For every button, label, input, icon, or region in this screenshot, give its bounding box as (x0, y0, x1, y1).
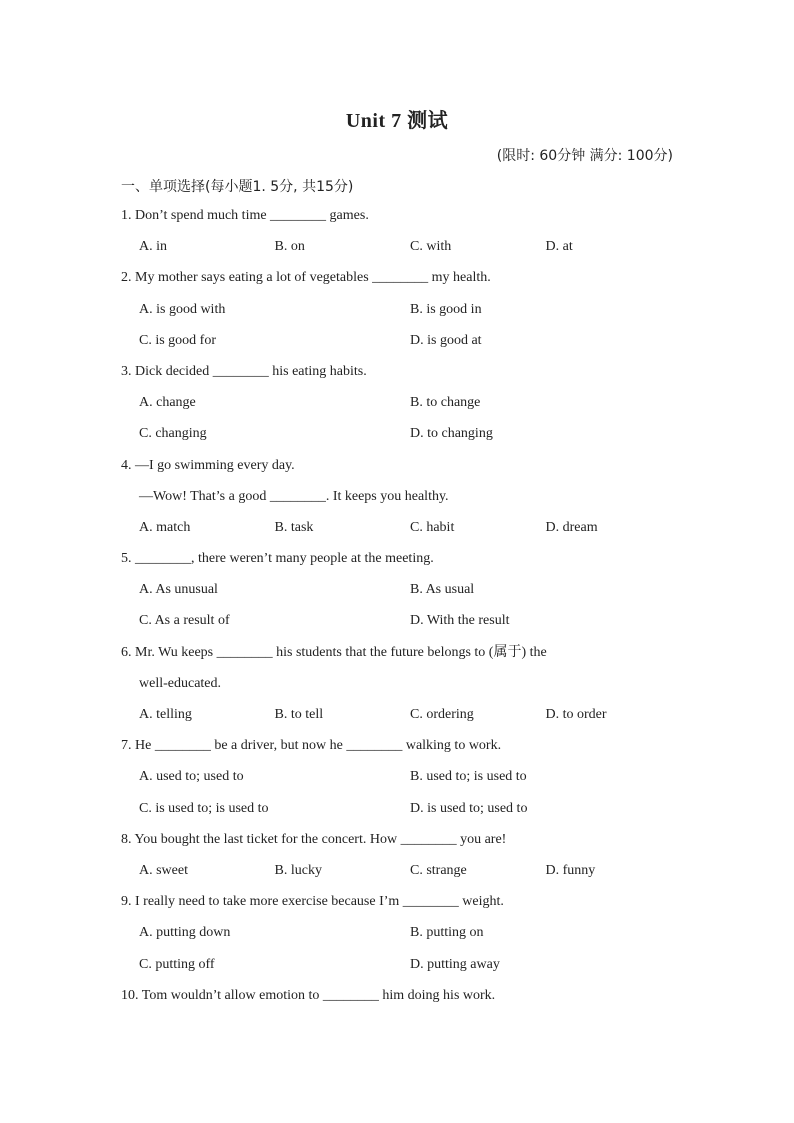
option-a[interactable]: A. is good with (139, 301, 226, 317)
option-a[interactable]: A. match (139, 519, 191, 535)
option-row (121, 329, 681, 360)
question-stem: 10. Tom wouldn’t allow emotion to ________ him doing his work. (121, 987, 496, 1003)
option-row (121, 765, 681, 796)
option-row (121, 516, 681, 547)
exam-meta: (限时: 60分钟 满分: 100分) (496, 148, 673, 164)
option-c[interactable]: C. ordering (410, 707, 474, 722)
option-a[interactable]: A. change (139, 395, 196, 411)
option-row (121, 391, 681, 422)
option-a[interactable]: A. in (139, 239, 167, 255)
option-b[interactable]: B. lucky (274, 862, 322, 878)
option-a[interactable]: A. sweet (139, 862, 188, 878)
question-stem: 3. Dick decided ________ his eating habits. (121, 363, 367, 379)
option-b[interactable]: B. on (274, 239, 305, 255)
option-row (121, 703, 681, 734)
option-d[interactable]: D. to order (545, 707, 607, 722)
option-c[interactable]: C. strange (410, 862, 467, 878)
option-row (121, 578, 681, 609)
option-c[interactable]: C. is used to; is used to (139, 800, 269, 816)
question-stem: 7. He ________ be a driver, but now he ________ walking to work. (121, 738, 502, 754)
option-d[interactable]: D. to changing (410, 426, 493, 442)
question-stem: 4. —I go swimming every day. (121, 457, 295, 473)
option-a[interactable]: A. putting down (139, 925, 231, 941)
question-stem: 6. Mr. Wu keeps ________ his students that the future belongs to (属于) the (121, 644, 547, 660)
option-a[interactable]: A. As unusual (139, 582, 218, 598)
option-b[interactable]: B. to tell (274, 707, 324, 722)
option-b[interactable]: B. to change (410, 395, 481, 411)
option-d[interactable]: D. funny (545, 862, 596, 878)
option-row (121, 235, 681, 266)
question-stem: 9. I really need to take more exercise because I’m ________ weight. (121, 894, 504, 910)
option-row (121, 859, 681, 890)
option-row (121, 298, 681, 329)
option-d[interactable]: D. dream (545, 519, 598, 535)
option-d[interactable]: D. is used to; used to (410, 800, 528, 816)
option-c[interactable]: C. is good for (139, 332, 216, 348)
option-c[interactable]: C. with (410, 239, 452, 255)
option-a[interactable]: A. telling (139, 707, 192, 722)
option-d[interactable]: D. putting away (410, 956, 500, 972)
option-b[interactable]: B. putting on (410, 925, 484, 941)
option-c[interactable]: C. changing (139, 426, 207, 442)
option-c[interactable]: C. As a result of (139, 613, 230, 629)
question-stem-continued: —Wow! That’s a good ________. It keeps you healthy. (139, 488, 449, 504)
section-heading: 一、单项选择(每小题1. 5分, 共15分) (121, 179, 354, 195)
option-d[interactable]: D. at (545, 239, 573, 255)
option-c[interactable]: C. habit (410, 519, 455, 535)
option-b[interactable]: B. As usual (410, 582, 475, 598)
option-row (121, 953, 681, 984)
option-row (121, 609, 681, 640)
page-title: Unit 7 测试 (345, 110, 449, 132)
option-row (121, 797, 681, 828)
option-d[interactable]: D. is good at (410, 332, 482, 348)
option-d[interactable]: D. With the result (410, 613, 510, 629)
question-stem: 1. Don’t spend much time ________ games. (121, 208, 369, 223)
option-b[interactable]: B. is good in (410, 301, 482, 317)
question-stem: 8. You bought the last ticket for the concert. How ________ you are! (121, 831, 507, 847)
option-a[interactable]: A. used to; used to (139, 769, 244, 785)
option-c[interactable]: C. putting off (139, 956, 215, 972)
option-row (121, 921, 681, 952)
question-stem: 5. ________, there weren’t many people at the meeting. (121, 551, 434, 567)
option-b[interactable]: B. task (274, 519, 314, 535)
option-row (121, 422, 681, 453)
question-stem: 2. My mother says eating a lot of vegetables ________ my health. (121, 270, 491, 286)
question-list (121, 204, 681, 1015)
option-b[interactable]: B. used to; is used to (410, 769, 527, 785)
question-stem-continued: well-educated. (139, 675, 222, 691)
